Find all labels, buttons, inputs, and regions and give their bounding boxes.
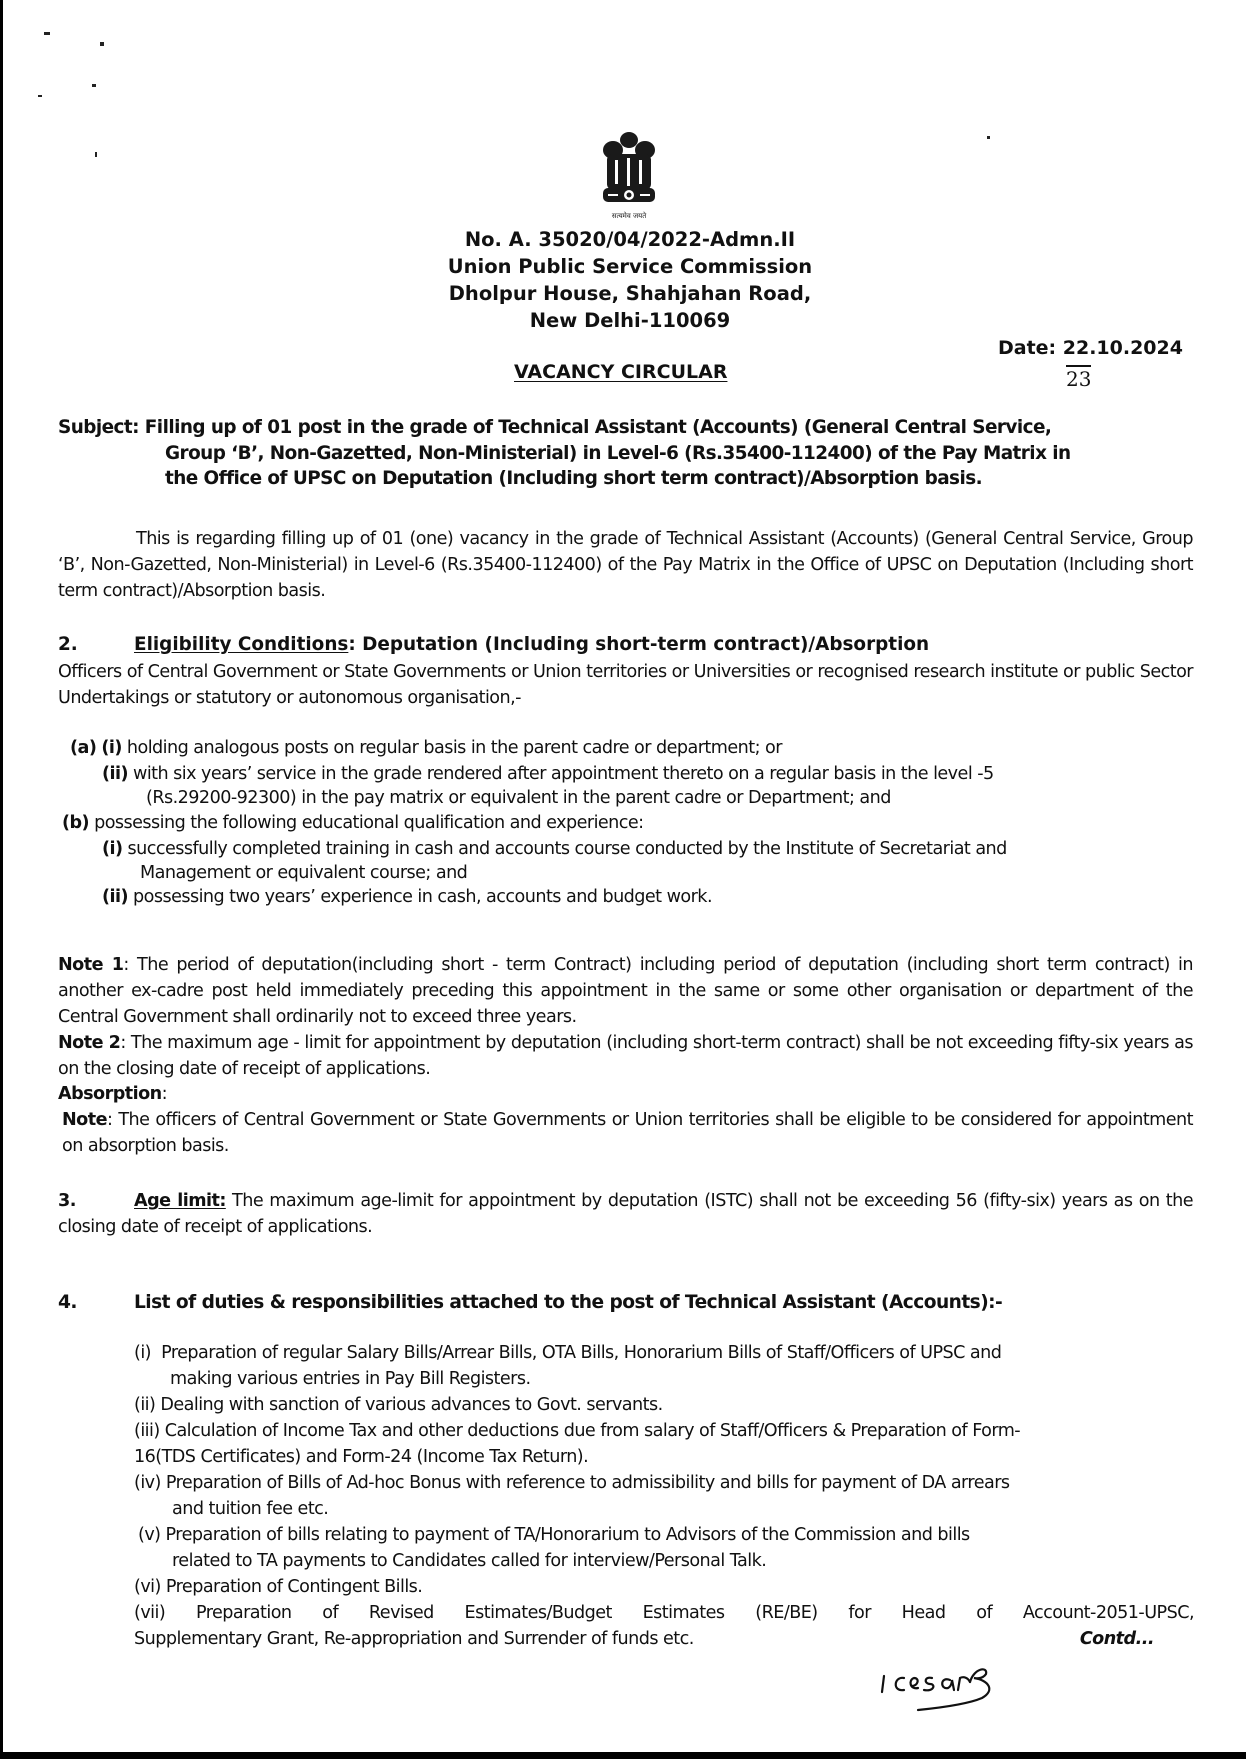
continued-marker: Contd... [1079, 1629, 1154, 1649]
duty-item-cont: making various entries in Pay Bill Registers. [170, 1369, 531, 1389]
svg-text:सत्यमेव जयते: सत्यमेव जयते [611, 212, 647, 220]
address-line-1: Dholpur House, Shahjahan Road, [448, 282, 812, 305]
letterhead [380, 226, 880, 334]
organisation-name: Union Public Service Commission [447, 255, 813, 278]
handwritten-number: 23 [1066, 367, 1092, 391]
duties-list [134, 1340, 1194, 1652]
scan-speck [95, 152, 97, 157]
duty-item: (vi) Preparation of Contingent Bills. [134, 1577, 423, 1597]
scan-edge-left [0, 0, 3, 1759]
duty-item-cont: 16(TDS Certificates) and Form-24 (Income Tax Return). [134, 1447, 589, 1467]
section-3-age-limit: 3. Age limit: The maximum age-limit for appointment by deputation (ISTC) shall not be exceeding 56 (fifty-six) years as on the closing date of receipt of applications. [58, 1191, 1193, 1237]
section-2-heading: 2. Eligibility Conditions: Deputation (Including short-term contract)/Absorption [58, 634, 930, 655]
scan-speck [38, 95, 42, 97]
scan-speck [987, 136, 990, 139]
document-title: VACANCY CIRCULAR [514, 361, 728, 383]
subject-block [58, 415, 1193, 492]
circular-date: Date: 22.10.2024 [998, 337, 1183, 359]
subject-label: Subject: [58, 417, 139, 438]
scan-speck [100, 42, 104, 46]
duty-item: (i) Preparation of regular Salary Bills/Arrear Bills, OTA Bills, Honorarium Bills of Staff/Officers of UPSC and [134, 1343, 1002, 1363]
age-limit-heading: Age limit: [134, 1191, 226, 1211]
file-number: No. A. 35020/04/2022-Admn.II [464, 228, 796, 251]
section-2-body: Officers of Central Government or State Governments or Union territories or Universities or recognised research institute or public Sector Undertakings or statutory or autonomous organisation,- [58, 662, 1193, 708]
national-emblem-icon [593, 128, 665, 222]
duty-item: (iii) Calculation of Income Tax and other deductions due from salary of Staff/Officers & Preparation of Form- [134, 1421, 1021, 1441]
condition-a-i: (a) (i) holding analogous posts on regular basis in the parent cadre or department; or [70, 738, 782, 758]
duty-item-cont: and tuition fee etc. [172, 1499, 329, 1519]
condition-a-ii: (ii) with six years’ service in the grade rendered after appointment thereto on a regular basis in the level -5 [102, 764, 994, 784]
condition-b-i: (i) successfully completed training in cash and accounts course conducted by the Institute of Secretariat and [102, 839, 1007, 859]
scan-speck [92, 84, 96, 87]
absorption-note: Note: The officers of Central Government or State Governments or Union territories shall be eligible to be considered for appointment on absorption basis. [62, 1110, 1193, 1156]
intro-paragraph: This is regarding filling up of 01 (one) vacancy in the grade of Technical Assistant (Accounts) (General Central Service, Group ‘B’, Non-Gazetted, Non-Ministerial) in Level-6 (Rs.35400-112400) of the Pay Matrix in the Office of UPSC on Deputation (Including short term contract)/Absorption basis. [58, 529, 1193, 601]
subject-line-3: the Office of UPSC on Deputation (Including short term contract)/Absorption basis. [165, 468, 983, 489]
subject-line-2: Group ‘B’, Non-Gazetted, Non-Ministerial) in Level-6 (Rs.35400-112400) of the Pay Matrix in [165, 442, 1071, 464]
condition-b: (b) possessing the following educational qualification and experience: [62, 813, 644, 833]
condition-b-i-cont: Management or equivalent course; and [140, 863, 468, 883]
section-4-heading: 4. List of duties & responsibilities attached to the post of Technical Assistant (Accounts):- [58, 1292, 1003, 1313]
signature-initials-icon [878, 1658, 1028, 1718]
address-line-2: New Delhi-110069 [529, 309, 731, 332]
note-1: Note 1: The period of deputation(including short - term Contract) including period of deputation (including short term contract) in another ex-cadre post held immediately preceding this appointment in the same or some other organisation or department of the Central Government shall ordinarily not to exceed three years. [58, 955, 1193, 1027]
duty-item-cont: related to TA payments to Candidates called for interview/Personal Talk. [172, 1551, 767, 1571]
eligibility-heading: Eligibility Conditions [134, 634, 349, 655]
note-2: Note 2: The maximum age - limit for appointment by deputation (including short-term contract) shall be not exceeding fifty-six years as on the closing date of receipt of applications. [58, 1033, 1193, 1079]
subject-line-1: Filling up of 01 post in the grade of Technical Assistant (Accounts) (General Central Service, [144, 417, 1052, 438]
duty-item: (ii) Dealing with sanction of various advances to Govt. servants. [134, 1395, 663, 1415]
duty-item: (v) Preparation of bills relating to payment of TA/Honorarium to Advisors of the Commission and bills [138, 1525, 970, 1545]
duty-item: (iv) Preparation of Bills of Ad-hoc Bonus with reference to admissibility and bills for payment of DA arrears [134, 1473, 1010, 1493]
absorption-heading: Absorption: [58, 1084, 167, 1104]
condition-b-ii: (ii) possessing two years’ experience in cash, accounts and budget work. [102, 887, 712, 907]
scan-edge-bottom [0, 1752, 1246, 1759]
duty-item: (vii) Preparation of Revised Estimates/Budget Estimates (RE/BE) for Head of Account-2051-UPSC, [134, 1603, 1194, 1623]
condition-a-ii-cont: (Rs.29200-92300) in the pay matrix or equivalent in the parent cadre or Department; and [146, 788, 891, 808]
duty-item-cont: Supplementary Grant, Re-appropriation and Surrender of funds etc. Contd... [134, 1626, 1194, 1652]
scan-speck [44, 32, 50, 35]
